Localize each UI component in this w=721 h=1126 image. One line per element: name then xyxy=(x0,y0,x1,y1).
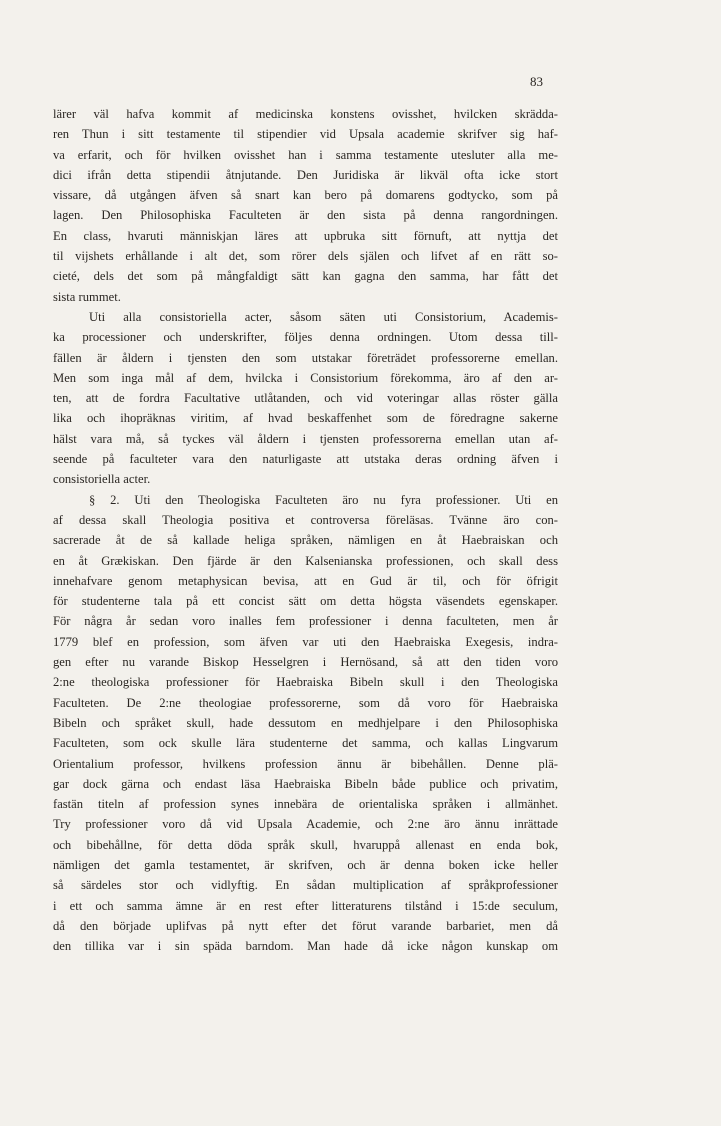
text-line: Men som inga mål af dem, hvilcka i Consistorium förekomma, äro af den ar- xyxy=(53,370,558,385)
text-line: För några år sedan voro inalles fem professioner i denna faculteten, men år xyxy=(53,614,558,629)
text-line: gen efter nu varande Biskop Hesselgren i Hernösand, så att den tiden voro xyxy=(53,655,558,670)
text-line: va erfarit, och för hvilken ovisshet han i samma testamente utesluter alla me- xyxy=(53,147,558,162)
text-line: seende på faculteter vara den naturligaste att utstaka deras ordning äfven i xyxy=(53,452,558,467)
text-line: ten, att de fordra Facultative utlåtanden, och vid voteringar allas röster gälla xyxy=(53,391,558,406)
text-line: hälst vara må, så tyckes väl åldern i tjensten professorerna emellan utan af- xyxy=(53,431,558,446)
text-line: så särdeles stor och vidlyftig. En sådan multiplication af språkprofessioner xyxy=(53,878,558,893)
text-line: fällen är åldern i tjensten den som utstakar företrädet professorerne emellan. xyxy=(53,350,558,365)
text-line: vissare, då utgången äfven så snart kan bero på domarens godtycko, som på xyxy=(53,188,558,203)
text-line: cieté, dels det som på mångfaldigt sätt kan gagna den samma, har fått det xyxy=(53,269,558,284)
text-line: nämligen det gamla testamentet, är skrifven, och är denna boken icke heller xyxy=(53,857,558,872)
text-line: Bibeln och språket skull, hade dessutom en medhjelpare i den Philosophiska xyxy=(53,715,558,730)
text-line: § 2. Uti den Theologiska Faculteten äro nu fyra professioner. Uti en xyxy=(89,492,558,507)
text-line: ren Thun i sitt testamente til stipendier vid Upsala academie skrifver sig haf- xyxy=(53,127,558,142)
text-line: af dessa skall Theologia positiva et controversa föreläsas. Tvänne äro con- xyxy=(53,512,558,527)
text-line: fastän titeln af profession synes innebära de orientaliska språken i allmänhet. xyxy=(53,797,558,812)
text-line: Faculteten, som ock skulle lära studenterne det samma, och kallas Lingvarum xyxy=(53,736,558,751)
text-line: den tillika var i sin späda barndom. Man hade då icke någon kunskap om xyxy=(53,939,558,954)
text-line: sista rummet. xyxy=(53,289,121,304)
text-line: 1779 blef en profession, som äfven var uti den Haebraiska Exegesis, indra- xyxy=(53,634,558,649)
text-line: sacrerade åt de så kallade heliga språken, nämligen en åt Haebraiskan och xyxy=(53,533,558,548)
text-line: dici ifrån detta stipendii åtnjutande. Den Juridiska är likväl ofta icke stort xyxy=(53,167,558,182)
text-line: då den började uplifvas på nytt efter det förut varande barbariet, men då xyxy=(53,918,558,933)
text-line: innehafvare genom metaphysican bevisa, att en Gud är til, och för öfrigit xyxy=(53,573,558,588)
text-line: lika och ihopräknas viritim, af hvad beskaffenhet som de föredragne sakerne xyxy=(53,411,558,426)
text-line: Orientalium professor, hvilkens profession ännu är bibehållen. Denne plä- xyxy=(53,756,558,771)
text-line: 2:ne theologiska professioner för Haebraiska Bibeln skull i den Theologiska xyxy=(53,675,558,690)
text-line: Uti alla consistoriella acter, såsom säten uti Consistorium, Academis- xyxy=(89,309,558,324)
text-line: Try professioner voro då vid Upsala Academie, och 2:ne äro ännu inrättade xyxy=(53,817,558,832)
text-line: til vijshets erhållande i alt det, som rörer dels själen och lifvet af en rätt so- xyxy=(53,249,558,264)
text-line: lagen. Den Philosophiska Faculteten är den sista på denna rangordningen. xyxy=(53,208,558,223)
page-number: 83 xyxy=(530,74,543,89)
text-line: gar dock gärna och endast läsa Haebraiska Bibeln både publice och privatim, xyxy=(53,776,558,791)
text-line: och bibehållne, för detta döda språk skull, hvaruppå allenast en enda bok, xyxy=(53,837,558,852)
text-line: för studenterne tala på ett concist sätt om detta högsta väsendets egenskaper. xyxy=(53,594,558,609)
text-line: consistoriella acter. xyxy=(53,472,151,487)
text-line: i ett och samma ämne är en rest efter litteraturens tilstånd i 15:de seculum, xyxy=(53,898,558,913)
text-line: en åt Grækiskan. Den fjärde är den Kalsenianska professionen, och skall dess xyxy=(53,553,558,568)
text-line: Faculteten. De 2:ne theologiae professorerne, som då voro för Haebraiska xyxy=(53,695,558,710)
text-line: ka processioner och underskrifter, följes denna ordningen. Utom dessa till- xyxy=(53,330,558,345)
body-text xyxy=(53,104,558,956)
text-line: lärer väl hafva kommit af medicinska konstens ovisshet, hvilcken skrädda- xyxy=(53,107,558,121)
text-line: En class, hvaruti människjan läres att upbruka sitt förnuft, att nyttja det xyxy=(53,228,558,243)
